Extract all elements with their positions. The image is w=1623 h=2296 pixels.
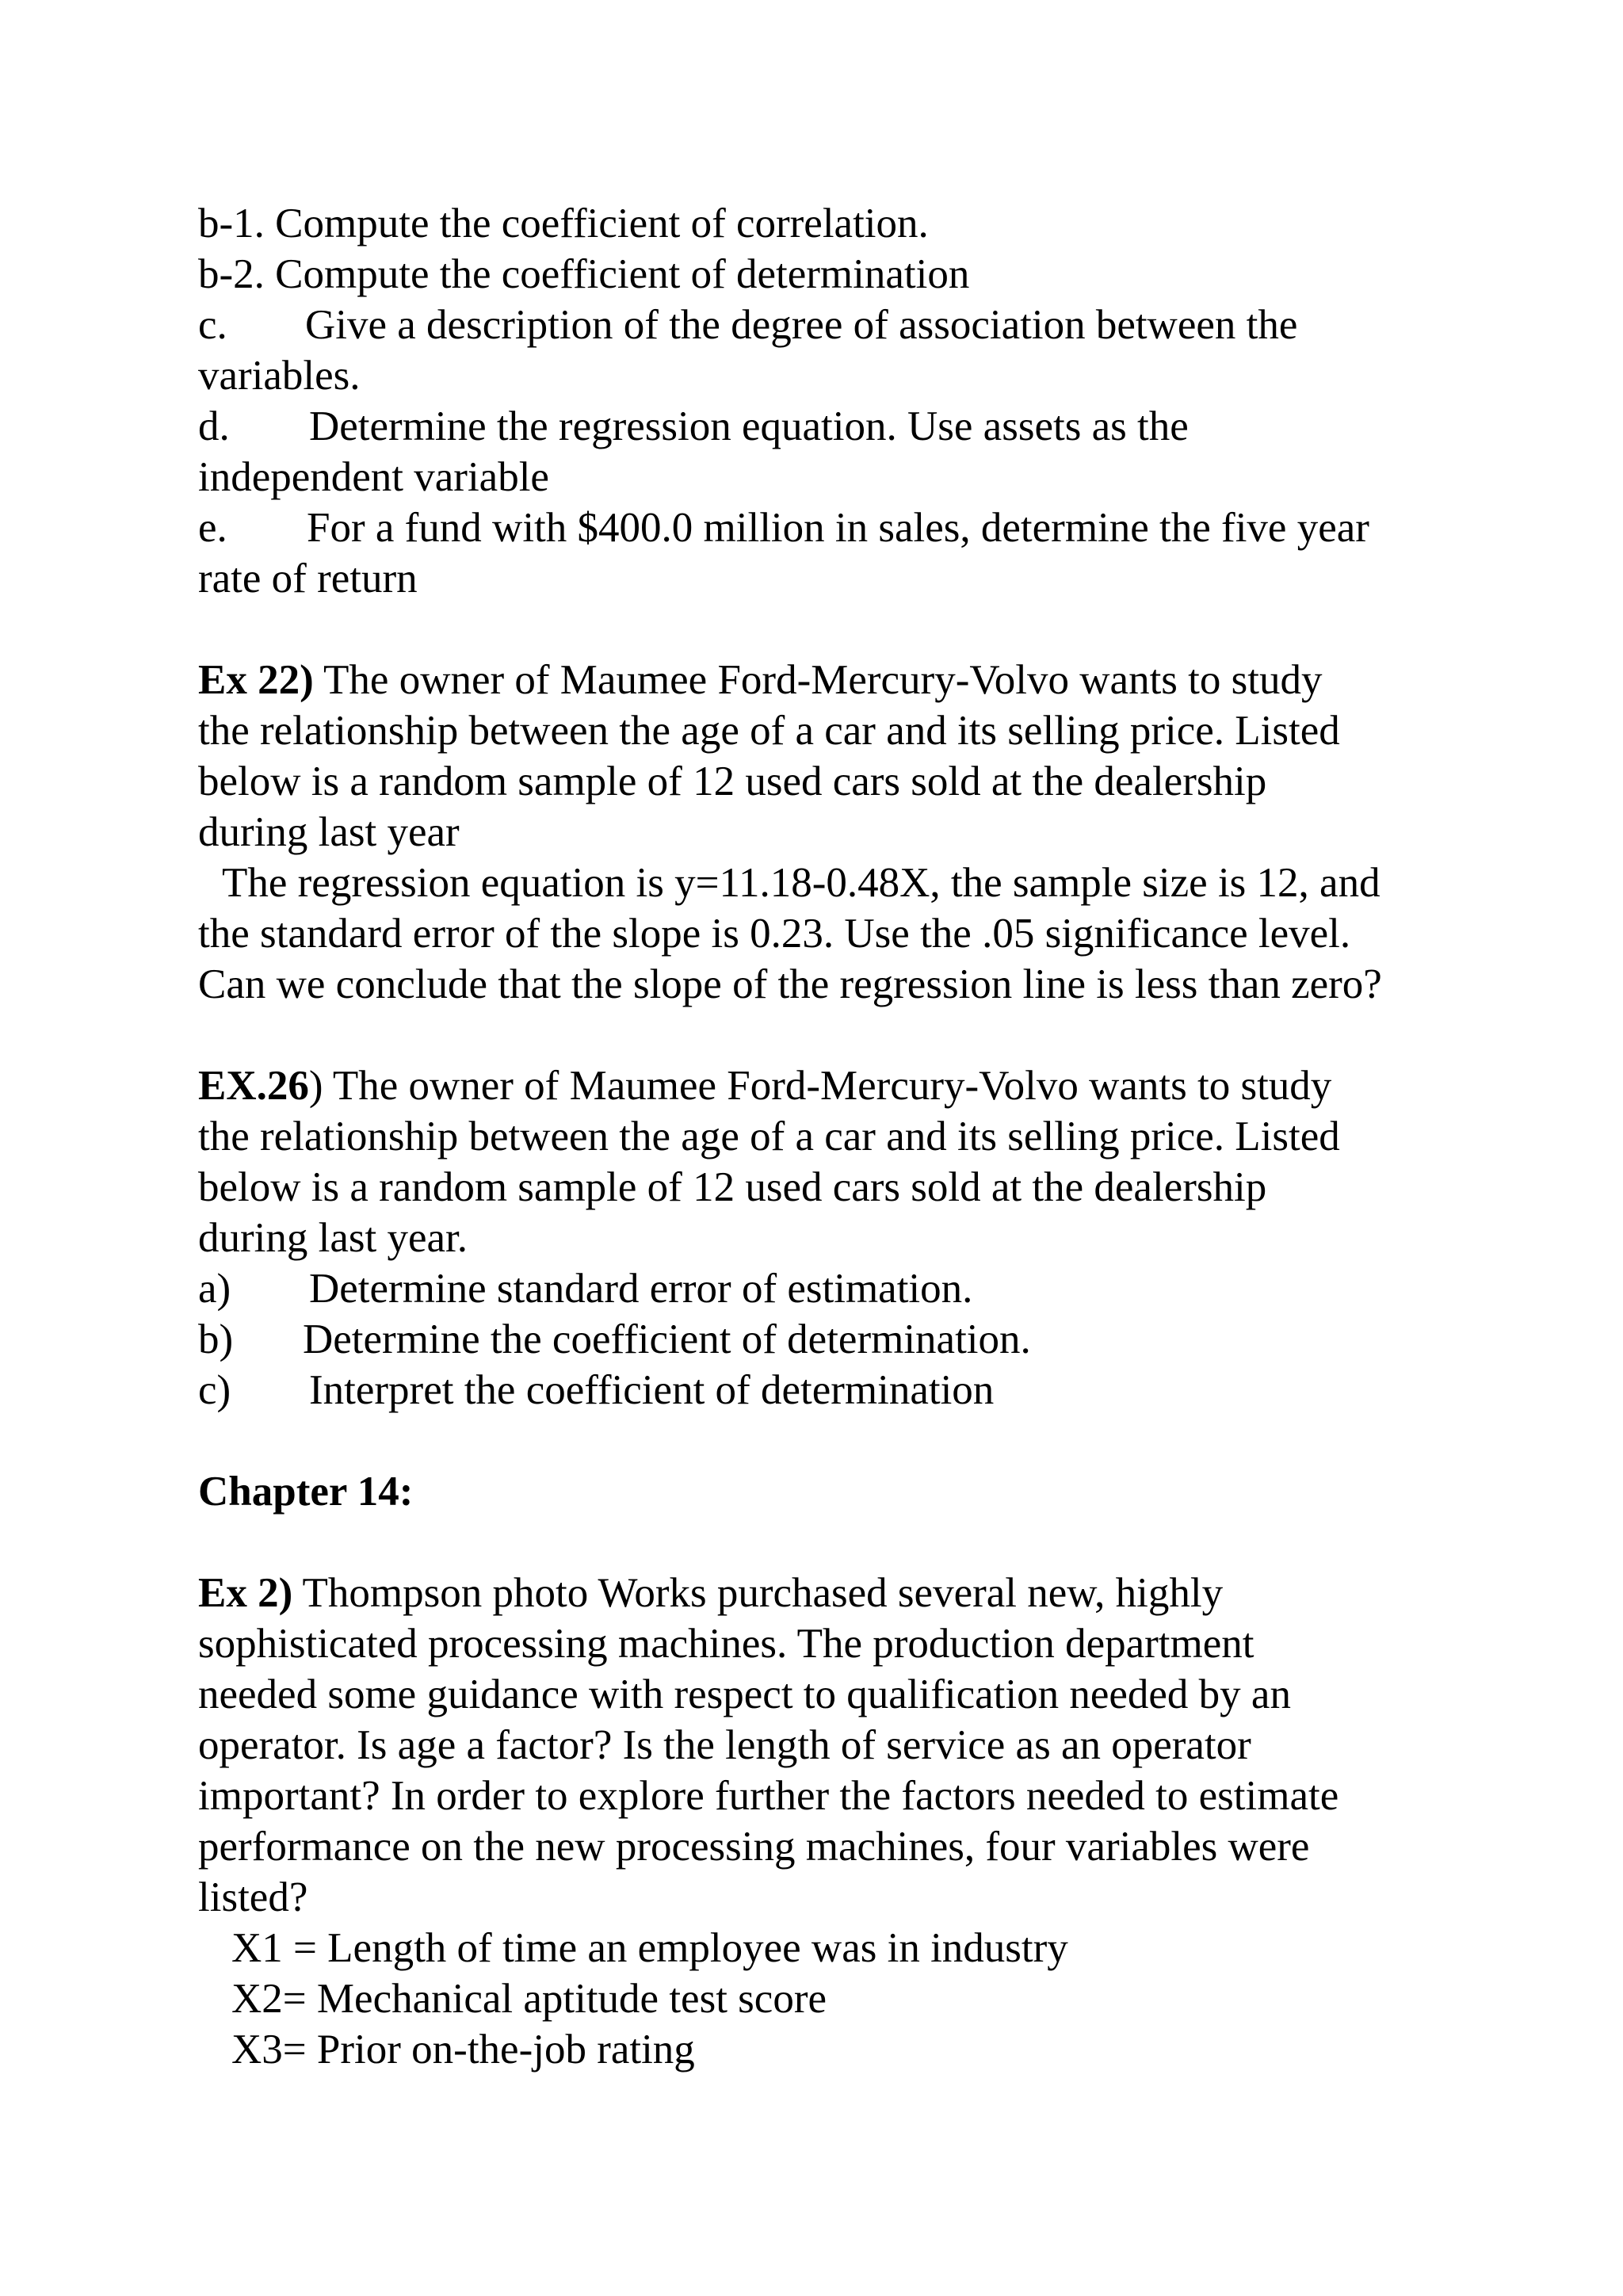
exercise-22-label: Ex 22) [198,657,314,703]
exercise-2-intro [198,1568,1223,1618]
exercise-26-part-b: b) Determine the coefficient of determination. [198,1314,1031,1365]
exercise-22-line: Can we conclude that the slope of the regression line is less than zero? [198,961,1382,1007]
exercise-26-line: below is a random sample of 12 used cars sold at the dealership [198,1164,1267,1210]
question-c-continued: variables. [198,353,361,399]
question-b2: b-2. Compute the coefficient of determination [198,251,970,297]
exercise-22-intro [198,655,1323,705]
question-d-continued: independent variable [198,454,549,500]
exercise-22-line: the relationship between the age of a car and its selling price. Listed [198,708,1340,754]
exercise-26-intro [198,1060,1331,1111]
exercise-2-text: Thompson photo Works purchased several new, highly [292,1570,1224,1616]
exercise-26-line: during last year. [198,1215,468,1261]
question-e: e. For a fund with $400.0 million in sales, determine the five year [198,502,1369,553]
exercise-22-line: The regression equation is y=11.18-0.48X, the sample size is 12, and [222,860,1381,906]
question-d-text: Determine the regression equation. Use assets as the [309,403,1189,449]
exercise-2-line: sophisticated processing machines. The production department [198,1621,1254,1667]
exercise-26-part-a: a) Determine standard error of estimation. [198,1263,972,1314]
part-c-text: Interpret the coefficient of determination [309,1367,995,1413]
question-b1: b-1. Compute the coefficient of correlation. [198,201,929,246]
exercise-26-part-c: c) Interpret the coefficient of determination [198,1365,994,1415]
part-a-text: Determine standard error of estimation. [309,1266,973,1312]
question-c: c. Give a description of the degree of association between the [198,300,1297,350]
exercise-22-line: the standard error of the slope is 0.23. Use the .05 significance level. [198,911,1351,957]
exercise-2-line: performance on the new processing machines, four variables were [198,1824,1310,1870]
exercise-26-label: EX.26 [198,1063,309,1109]
exercise-2-line: listed? [198,1874,308,1920]
exercise-2-line: important? In order to explore further the factors needed to estimate [198,1773,1339,1819]
variable-x1: X1 = Length of time an employee was in industry [231,1925,1068,1971]
exercise-2-label: Ex 2) [198,1570,293,1616]
exercise-22-line: during last year [198,809,460,855]
exercise-2-line: operator. Is age a factor? Is the length of service as an operator [198,1722,1251,1768]
exercise-22-text: The owner of Maumee Ford-Mercury-Volvo wants to study [313,657,1323,703]
question-e-text: For a fund with $400.0 million in sales, determine the five year [307,505,1369,551]
question-d: d. Determine the regression equation. Use assets as the [198,401,1189,452]
question-e-continued: rate of return [198,556,418,602]
exercise-2-line: needed some guidance with respect to qualification needed by an [198,1671,1291,1717]
part-b-text: Determine the coefficient of determination. [303,1316,1031,1362]
variable-x3: X3= Prior on-the-job rating [231,2027,695,2073]
variable-x2: X2= Mechanical aptitude test score [231,1976,827,2022]
exercise-26-line: the relationship between the age of a car and its selling price. Listed [198,1114,1340,1159]
question-c-text: Give a description of the degree of association between the [305,302,1298,348]
exercise-22-line: below is a random sample of 12 used cars sold at the dealership [198,758,1267,804]
exercise-26-text: ) The owner of Maumee Ford-Mercury-Volvo wants to study [308,1063,1332,1109]
chapter-heading: Chapter 14: [198,1469,414,1515]
